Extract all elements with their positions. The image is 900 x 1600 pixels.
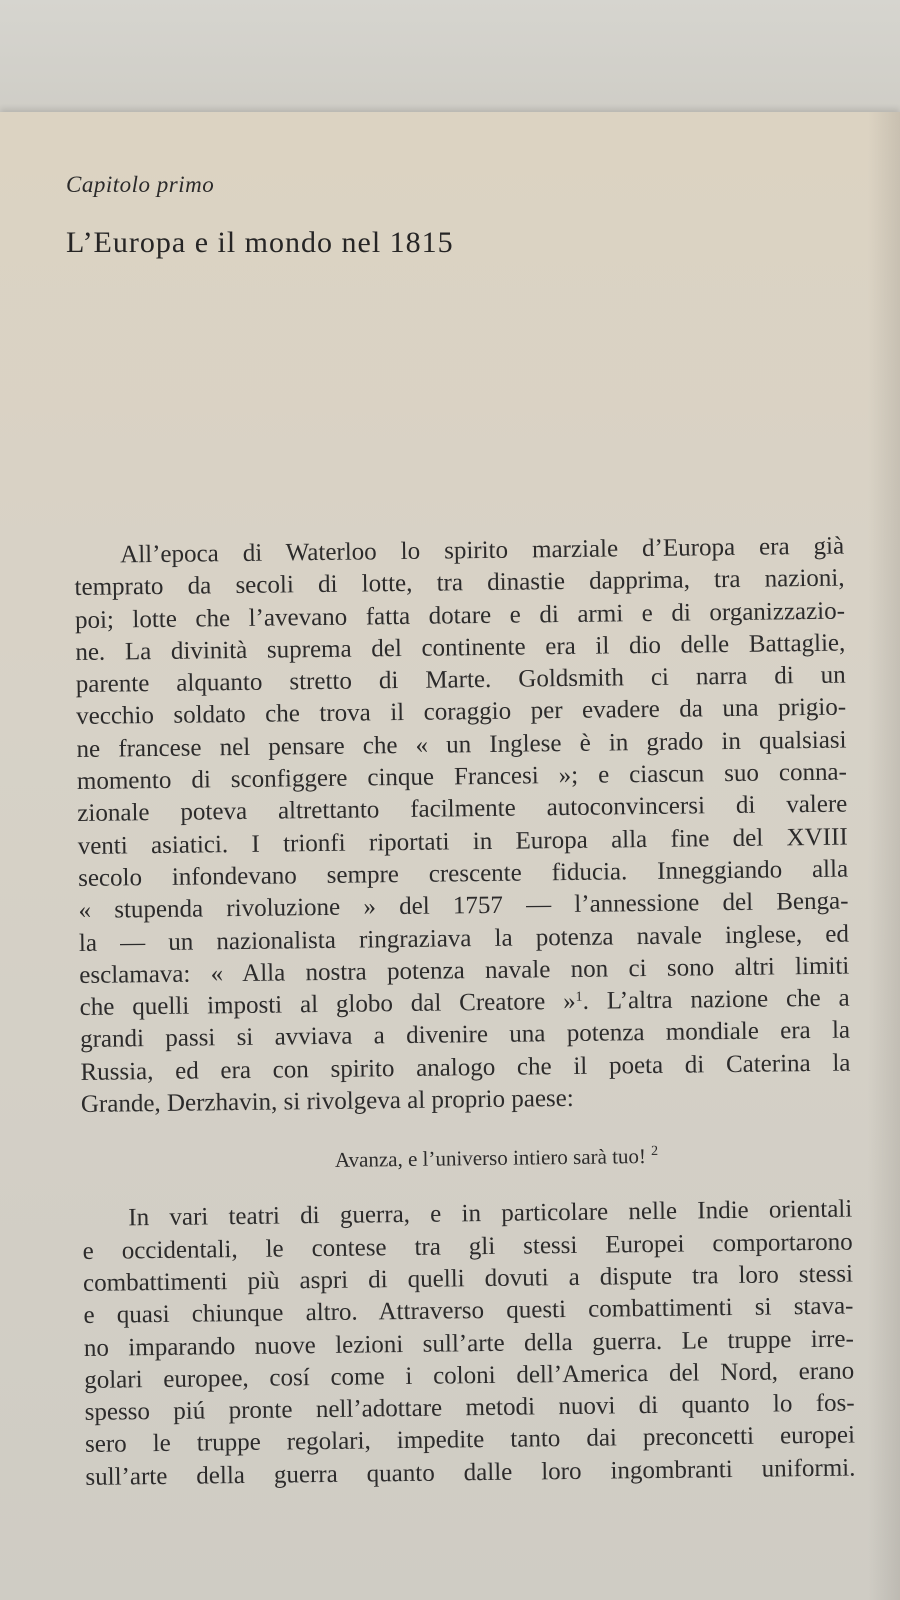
- text-line: sull’arte della guerra quanto dalle loro ingombranti uniformi.: [85, 1454, 856, 1491]
- text-line: Russia, ed era con spirito analogo che il poeta di Caterina la: [80, 1049, 851, 1086]
- text-line: In vari teatri di guerra, e in particolare nelle Indie orientali: [128, 1195, 853, 1232]
- text-line: golari europee, cosí come i coloni dell’America del Nord, erano: [84, 1357, 855, 1394]
- text-segment: . L’altra nazione che a: [582, 984, 850, 1015]
- text-line: e quasi chiunque altro. Attraverso questi combattimenti si stava-: [83, 1292, 854, 1330]
- text-line: e occidentali, le contese tra gli stessi Europei comportarono: [82, 1228, 853, 1265]
- text-line: no imparando nuove lezioni sull’arte della guerra. Le truppe irre-: [83, 1325, 854, 1362]
- quote-text: Avanza, e l’universo intiero sarà tuo!: [334, 1144, 647, 1173]
- footnote-ref-2: 2: [651, 1144, 659, 1160]
- text-line: zionale poteva altrettanto facilmente autoconvincersi di valere: [77, 790, 848, 828]
- text-line: poi; lotte che l’avevano fatta dotare e di armi e di organizzazio-: [74, 597, 846, 634]
- footnote-ref-1: 1: [575, 989, 583, 1006]
- text-line: momento di sconfiggere cinque Francesi »; e ciascun suo conna-: [76, 758, 848, 796]
- text-line: « stupenda rivoluzione » del 1757 — l’annessione del Benga-: [78, 887, 849, 925]
- text-segment: che quelli imposti al globo dal Creatore »: [79, 988, 576, 1022]
- text-line: Grande, Derzhavin, si rivolgeva al proprio paese:: [80, 1084, 574, 1119]
- chapter-title: L’Europa e il mondo nel 1815: [66, 226, 454, 259]
- text-line: vecchio soldato che trova il coraggio per evadere da una prigio-: [75, 694, 847, 731]
- text-line: All’epoca di Waterloo lo spirito marziale d’Europa era già: [120, 532, 845, 569]
- text-line: secolo infondevano sempre crescente fiducia. Inneggiando alla: [77, 855, 849, 892]
- text-line: combattimenti più aspri di quelli dovuti a dispute tra loro stessi: [82, 1260, 854, 1297]
- text-line: sero le truppe regolari, impedite tanto dai preconcetti europei: [84, 1421, 856, 1459]
- page-edge-shadow: [868, 112, 900, 1600]
- text-line: venti asiatici. I trionfi riportati in Europa alla fine del XVIII: [77, 823, 848, 860]
- text-line: grandi passi si avviava a divenire una potenza mondiale era la: [79, 1017, 851, 1054]
- background-surface: [0, 0, 900, 118]
- text-line: esclamava: « Alla nostra potenza navale non ci sono altri limiti: [79, 952, 850, 989]
- text-line: ne. La divinità suprema del continente era il dio delle Battaglie,: [75, 629, 846, 666]
- chapter-label: Capitolo primo: [66, 172, 215, 197]
- text-line: parente alquanto stretto di Marte. Goldsmith ci narra di un: [75, 661, 846, 699]
- text-line: spesso piú pronte nell’adottare metodi nuovi di quanto lo fos-: [84, 1389, 855, 1427]
- text-line: temprato da secoli di lotte, tra dinastie dapprima, tra nazioni,: [74, 564, 845, 602]
- text-line: la — un nazionalista ringraziava la potenza navale inglese, ed: [78, 920, 850, 957]
- text-line: ne francese nel pensare che « un Inglese è in grado in qualsiasi: [76, 726, 847, 763]
- verse-quote: [81, 1138, 851, 1179]
- body-text: [74, 531, 856, 1494]
